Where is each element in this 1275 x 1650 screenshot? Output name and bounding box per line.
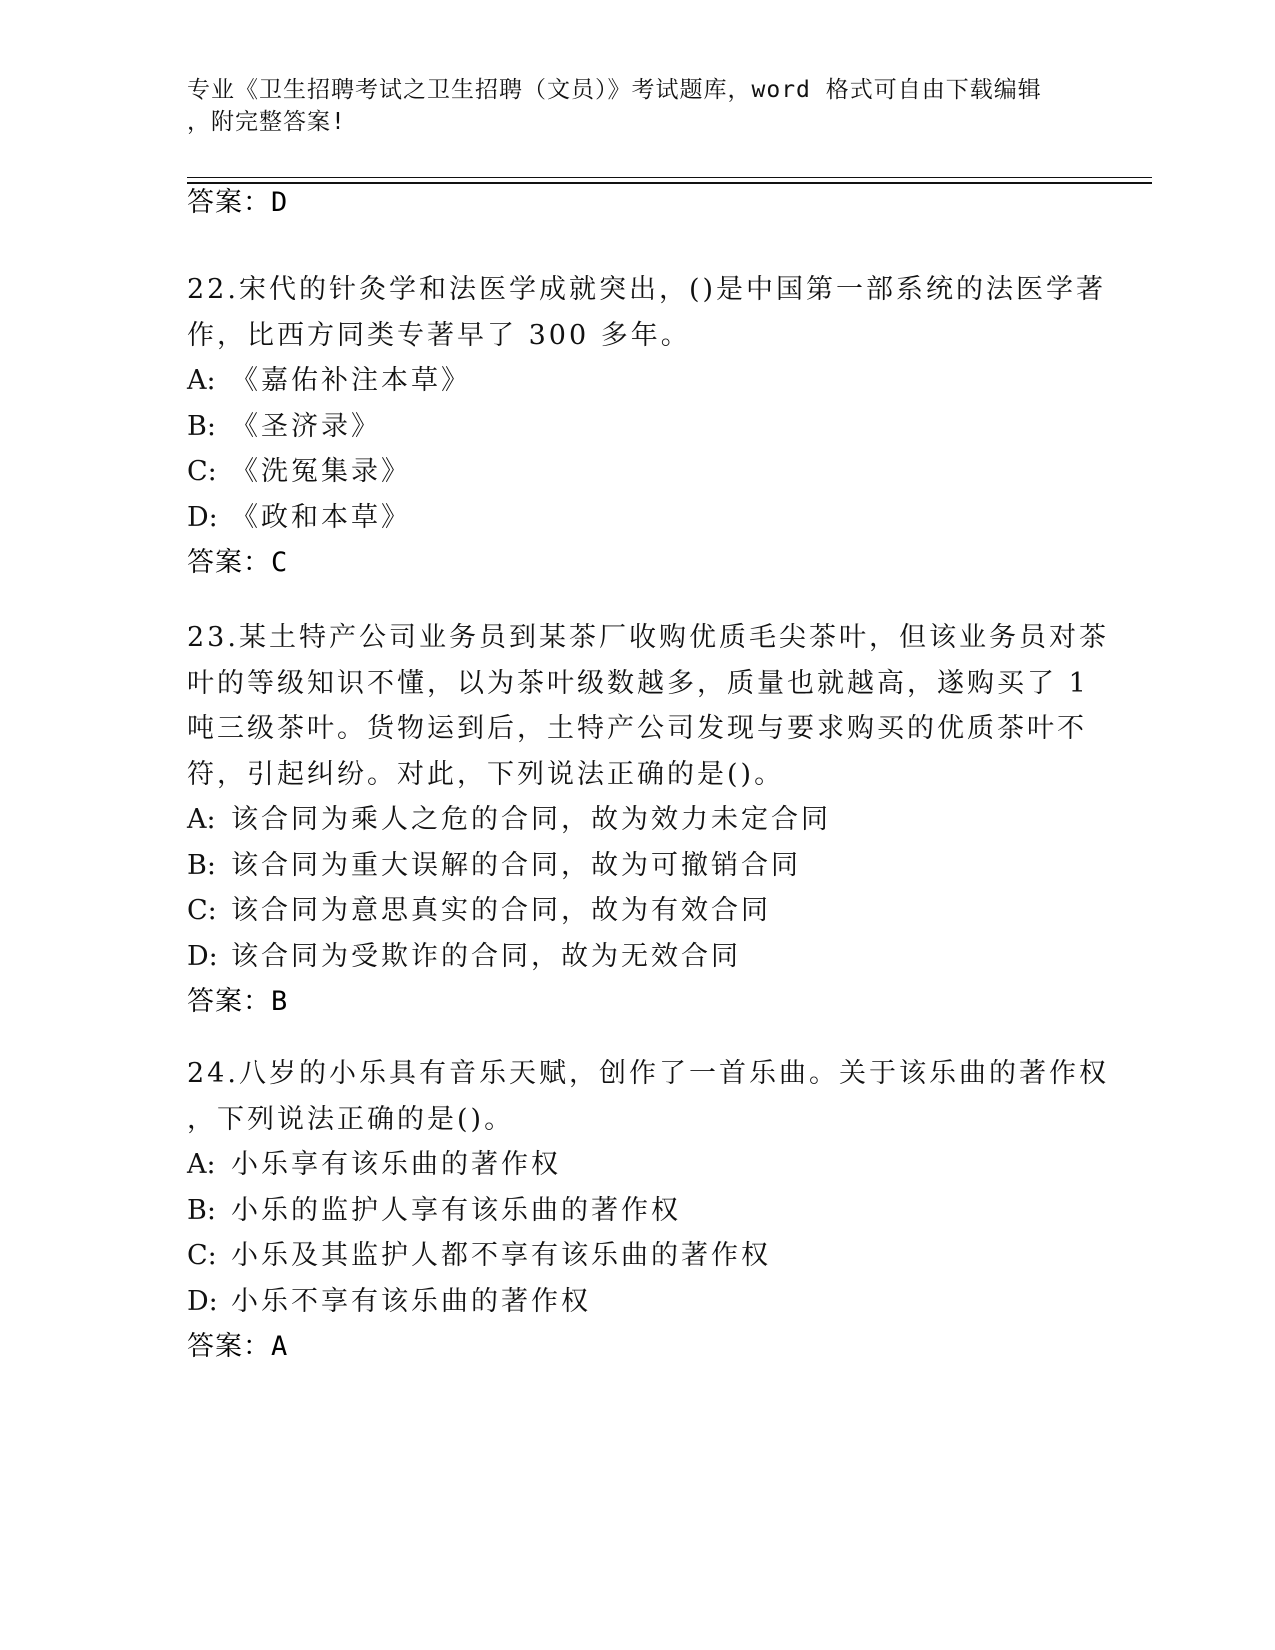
option-text: 该合同为意思真实的合同，故为有效合同 bbox=[231, 895, 771, 926]
option-c bbox=[187, 449, 1087, 495]
question-text-line: ，下列说法正确的是()。 bbox=[187, 1103, 515, 1135]
document-header bbox=[187, 74, 1087, 138]
option-label: C: bbox=[187, 456, 217, 487]
question-text-line: 叶的等级知识不懂，以为茶叶级数越多，质量也就越高，遂购买了 1 bbox=[187, 667, 1089, 699]
question-22 bbox=[187, 267, 1107, 586]
option-label: D: bbox=[187, 1285, 218, 1317]
answer-value: C bbox=[271, 547, 289, 578]
option-text: 小乐享有该乐曲的著作权 bbox=[231, 1149, 561, 1180]
option-label: B: bbox=[187, 1194, 216, 1226]
option-c bbox=[187, 1233, 1087, 1279]
option-label: A: bbox=[187, 1149, 216, 1180]
option-text: 《洗冤集录》 bbox=[231, 456, 411, 487]
answer-label: 答案： bbox=[187, 547, 271, 578]
answer-label: 答案： bbox=[187, 986, 271, 1017]
answer-value: B bbox=[271, 986, 289, 1017]
question-text-line: 24.八岁的小乐具有音乐天赋，创作了一首乐曲。关于该乐曲的著作权 bbox=[187, 1058, 1109, 1089]
question-text-line: 23.某土特产公司业务员到某茶厂收购优质毛尖茶叶，但该业务员对茶 bbox=[187, 622, 1109, 653]
question-text-line: 符，引起纠纷。对此，下列说法正确的是()。 bbox=[187, 758, 785, 790]
option-label: D: bbox=[187, 940, 218, 972]
option-a bbox=[187, 797, 1087, 843]
answer-line bbox=[187, 1324, 1087, 1370]
option-a bbox=[187, 1142, 1087, 1188]
option-label: A: bbox=[187, 804, 216, 835]
question-text-line: 吨三级茶叶。货物运到后，土特产公司发现与要求购买的优质茶叶不 bbox=[187, 713, 1087, 744]
answer-line bbox=[187, 540, 1087, 586]
answer-value: A bbox=[271, 1331, 289, 1362]
option-text: 《嘉佑补注本草》 bbox=[231, 365, 471, 396]
option-d bbox=[187, 1279, 1087, 1325]
option-text: 该合同为重大误解的合同，故为可撤销合同 bbox=[231, 849, 801, 881]
option-d bbox=[187, 934, 1087, 980]
option-text: 该合同为受欺诈的合同，故为无效合同 bbox=[231, 940, 741, 972]
answer-line bbox=[187, 180, 1087, 226]
option-c bbox=[187, 888, 1087, 934]
option-a bbox=[187, 358, 1087, 404]
option-label: C: bbox=[187, 1240, 217, 1271]
option-b bbox=[187, 843, 1087, 889]
answer-label: 答案： bbox=[187, 1331, 271, 1362]
answer-label: 答案： bbox=[187, 187, 271, 218]
option-label: C: bbox=[187, 895, 217, 926]
answer-line bbox=[187, 979, 1087, 1025]
previous-answer-block bbox=[187, 180, 1087, 226]
question-text-line: 22.宋代的针灸学和法医学成就突出，()是中国第一部系统的法医学著 bbox=[187, 274, 1107, 305]
option-text: 《圣济录》 bbox=[231, 410, 381, 442]
option-label: D: bbox=[187, 501, 218, 533]
header-line-1: 专业《卫生招聘考试之卫生招聘（文员）》考试题库，word 格式可自由下载编辑 bbox=[187, 77, 1042, 103]
option-label: A: bbox=[187, 365, 216, 396]
header-line-2: ，附完整答案! bbox=[187, 109, 346, 135]
question-24 bbox=[187, 1051, 1109, 1370]
answer-value: D bbox=[271, 187, 289, 218]
option-d bbox=[187, 495, 1087, 541]
option-text: 该合同为乘人之危的合同，故为效力未定合同 bbox=[231, 804, 831, 835]
option-text: 《政和本草》 bbox=[231, 501, 411, 533]
option-text: 小乐的监护人享有该乐曲的著作权 bbox=[231, 1194, 681, 1226]
option-label: B: bbox=[187, 849, 216, 881]
question-text-line: 作，比西方同类专著早了 300 多年。 bbox=[187, 319, 691, 351]
option-text: 小乐不享有该乐曲的著作权 bbox=[231, 1285, 591, 1317]
option-b bbox=[187, 1188, 1087, 1234]
header-divider-thin bbox=[187, 177, 1152, 178]
option-b bbox=[187, 404, 1087, 450]
question-23 bbox=[187, 615, 1109, 1025]
option-label: B: bbox=[187, 410, 216, 442]
option-text: 小乐及其监护人都不享有该乐曲的著作权 bbox=[231, 1240, 771, 1271]
